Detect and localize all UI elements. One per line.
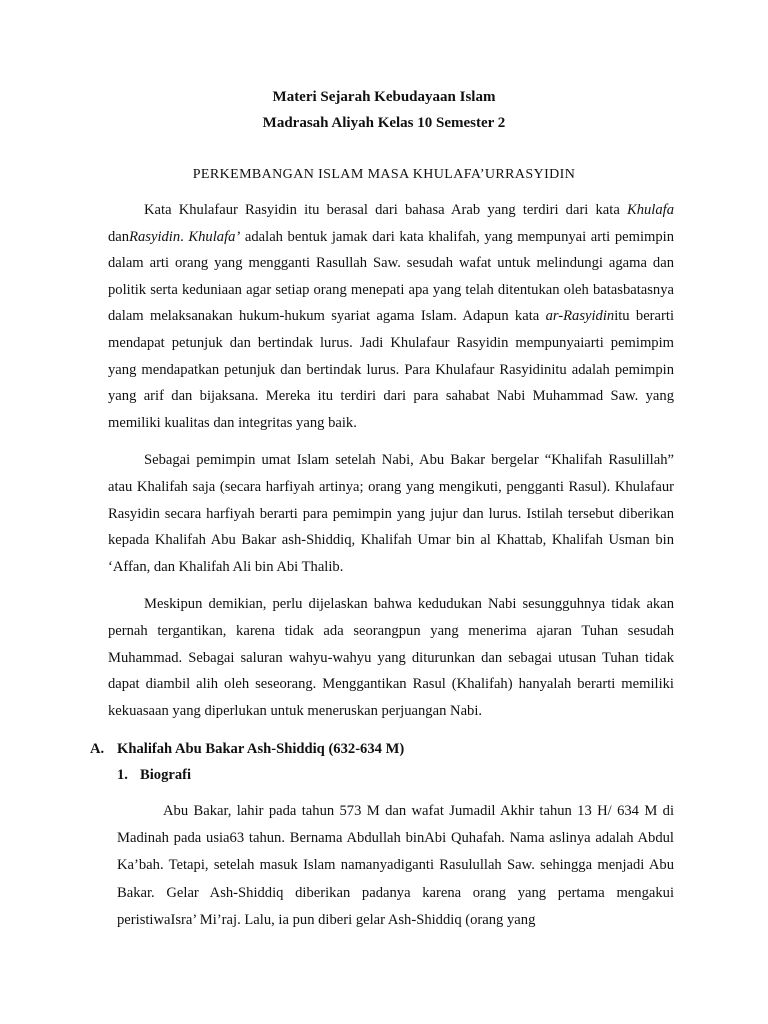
paragraph-3: Meskipun demikian, perlu dijelaskan bahwa kedudukan Nabi sesungguhnya tidak akan pernah tergantikan, karena tidak ada seorangpun yang menerima ajaran Tuhan sesudah Muhammad. Sebagai saluran wahyu-wahyu yang diturunkan dan sebagai utusan Tuhan tidak dapat diambil alih oleh seseorang. Menggantikan Rasul (Khalifah) hanyalah berarti memiliki kekuasaan yang diperlukan untuk meneruskan perjuangan Nabi. — [108, 596, 674, 719]
section-a-heading — [90, 741, 405, 758]
italic-term: Khulafa — [626, 202, 674, 218]
subsection-title: Biografi — [140, 767, 192, 783]
italic-term: Rasyidin — [129, 228, 181, 245]
paragraph-2: Sebagai pemimpin umat Islam setelah Nabi, Abu Bakar bergelar “Khalifah Rasulillah” atau Khalifah saja (secara harfiyah artinya; orang yang mengikuti, pengganti Rasul). Khulafaur Rasyidin secara harfiyah berarti para pemimpin yang jujur dan lurus. Istilah tersebut diberikan kepada Khalifah Abu Bakar ash-Shiddiq, Khalifah Umar bin al Khattab, Khalifah Usman bin ‘Affan, dan Khalifah Ali bin Abi Thalib. — [108, 452, 674, 575]
text-run: itu berarti mendapat petunjuk dan bertindak lurus. Jadi Khulafaur Rasyidin mempunyaiarti pemimpim yang mendapatkan petunjuk dan bertindak lurus. Para Khulafaur Rasyidinitu adalah pemimpin yang arif dan bijaksana. Mereka itu terdiri dari para sahabat Nabi Muhammad Saw. yang memiliki kualitas dan integritas yang baik. — [108, 308, 674, 431]
section-title: Khalifah Abu Bakar Ash-Shiddiq (632-634 M) — [117, 741, 405, 757]
italic-term: Khulafa’ — [188, 228, 241, 245]
text-run: . — [180, 228, 189, 245]
subsection-marker: 1. — [117, 767, 128, 783]
body-text — [108, 197, 674, 735]
chapter-title: PERKEMBANGAN ISLAM MASA KHULAFA’URRASYIDIN — [192, 167, 576, 182]
section-marker: A. — [90, 741, 105, 757]
italic-term: ar-Rasyidin — [545, 308, 615, 325]
text-run: adalah bentuk jamak dari kata khalifah, yang mempunyai arti pemimpin dalam arti orang yang mengganti Rasullah Saw. sesudah wafat untuk melindungi agama dan politik serta keduniaan agar setiap orang menepati apa yang telah ditentukan oleh batasbatasnya dalam melaksanakan hukum-hukum syariat agama Islam. Adapun kata — [108, 228, 675, 325]
paragraph-4: Abu Bakar, lahir pada tahun 573 M dan wafat Jumadil Akhir tahun 13 H/ 634 M di Madinah pada usia63 tahun. Bernama Abdullah binAbi Quhafah. Nama aslinya adalah Abdul Ka’bah. Tetapi, setelah masuk Islam namanyadiganti Rasulullah Saw. sehingga menjadi Abu Bakar. Gelar Ash-Shiddiq diberikan padanya karena orang yang pertama mengakui peristiwaIsra’ Mi’raj. Lalu, ia pun diberi gelar Ash-Shiddiq (orang yang — [117, 803, 674, 928]
text-run: Kata Khulafaur Rasyidin itu berasal dari bahasa Arab yang terdiri dari kata — [144, 202, 627, 218]
doc-title: Materi Sejarah Kebudayaan Islam — [272, 89, 496, 105]
subsection-1-heading — [117, 767, 192, 784]
paragraph-1 — [108, 197, 674, 436]
text-run: dan — [108, 228, 130, 245]
biografi-text — [117, 798, 674, 934]
doc-title-class: Madrasah Aliyah Kelas 10 Semester 2 — [262, 115, 506, 131]
